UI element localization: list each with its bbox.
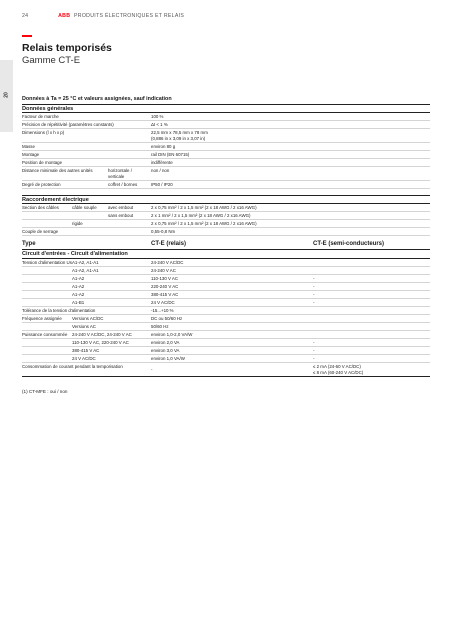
- type-row: Type CT-E (relais) CT-E (semi-conducteurs): [22, 240, 430, 250]
- page-header: [22, 13, 184, 19]
- table-row: 380-415 V AC environ 3,0 VA -: [22, 347, 430, 355]
- table-row: rigide 2 x 0,75 mm² / 2 x 1,5 mm² (2 x 18 AWG / 2 x16 AWG): [22, 220, 430, 228]
- table-row: Section des câbles câble souple avec embout 2 x 0,75 mm² / 2 x 1,5 mm² (2 x 18 AWG / 2 x16 AWG): [22, 204, 430, 212]
- page-number: 24: [22, 13, 29, 19]
- table-row: Facteur de marche 100 %: [22, 113, 430, 121]
- brand-logo: ABB: [58, 13, 71, 19]
- page-subtitle: Gamme CT-E: [22, 55, 81, 66]
- table-row: A1-B1 24 V AC/DC -: [22, 299, 430, 307]
- section-heading: Données générales: [22, 104, 430, 113]
- table-row: Précision de répétitivité (paramètres constants) Δt < 1 %: [22, 121, 430, 129]
- table-row: A1-A2 380-415 V AC -: [22, 291, 430, 299]
- page-title: Relais temporisés: [22, 42, 112, 54]
- table-row: Degré de protection coffret / bornes IP50 / IP20: [22, 181, 430, 189]
- conditions-note: Données à Ta = 25 °C et valeurs assignées, sauf indication: [22, 96, 172, 102]
- table-row: Tolérance de la tension d'alimentation -15...+10 %: [22, 307, 430, 315]
- table-row: Tension d'alimentation Us A1-A2, A1-A1 24-240 V AC/DC: [22, 259, 430, 267]
- input-circuit-table: [22, 240, 430, 377]
- side-tab-number: 20: [3, 92, 10, 98]
- table-row: A1-A2 220-240 V AC -: [22, 283, 430, 291]
- table-row: Fréquence assignée Versions AC/DC DC ou 50/60 Hz: [22, 315, 430, 323]
- section-name: PRODUITS ÉLECTRONIQUES ET RELAIS: [74, 13, 185, 19]
- table-row: Position de montage indifférente: [22, 159, 430, 167]
- table-row: Consommation de courant pendant la temporisation - ≤ 2 mA (24-60 V AC/DC) ≤ 8 mA (60-240 V AC/DC): [22, 363, 430, 377]
- table-row: 110-130 V AC, 220-240 V AC environ 2,0 VA -: [22, 339, 430, 347]
- table-row: A1-A2 110-130 V AC -: [22, 275, 430, 283]
- table-row: Versions AC 50/60 Hz: [22, 323, 430, 331]
- section-heading: Raccordement électrique: [22, 195, 430, 204]
- table-row: Distance minimale des autres unités horizontale / verticale non / non: [22, 167, 430, 181]
- connection-table: [22, 195, 430, 236]
- table-row: Masse environ 80 g: [22, 143, 430, 151]
- table-row: Puissance consommée 24-240 V AC/DC, 24-240 V AC environ 1,0-2,0 VA/W: [22, 331, 430, 339]
- table-row: Dimensions (l x h x p) 22,5 mm x 78,5 mm x 78 mm (0,886 in x 3,09 in x 3,07 in): [22, 129, 430, 143]
- table-row: Montage rail DIN (EN 60715): [22, 151, 430, 159]
- table-row: 24 V AC/DC environ 1,0 VA/W -: [22, 355, 430, 363]
- table-row: Couple de serrage 0,55-0,8 Nm: [22, 228, 430, 236]
- table-row: A1-A2, A1-A1 24-240 V AC: [22, 267, 430, 275]
- section-heading: Circuit d'entrées - Circuit d'alimentation: [22, 250, 430, 259]
- general-data-table: [22, 104, 430, 189]
- table-row: sans embout 2 x 1 mm² / 2 x 1,5 mm² (2 x 18 AWG / 2 x16 AWG): [22, 212, 430, 220]
- footnote: (1) CT-MFE : oui / non: [22, 389, 68, 394]
- accent-bar: [22, 35, 32, 37]
